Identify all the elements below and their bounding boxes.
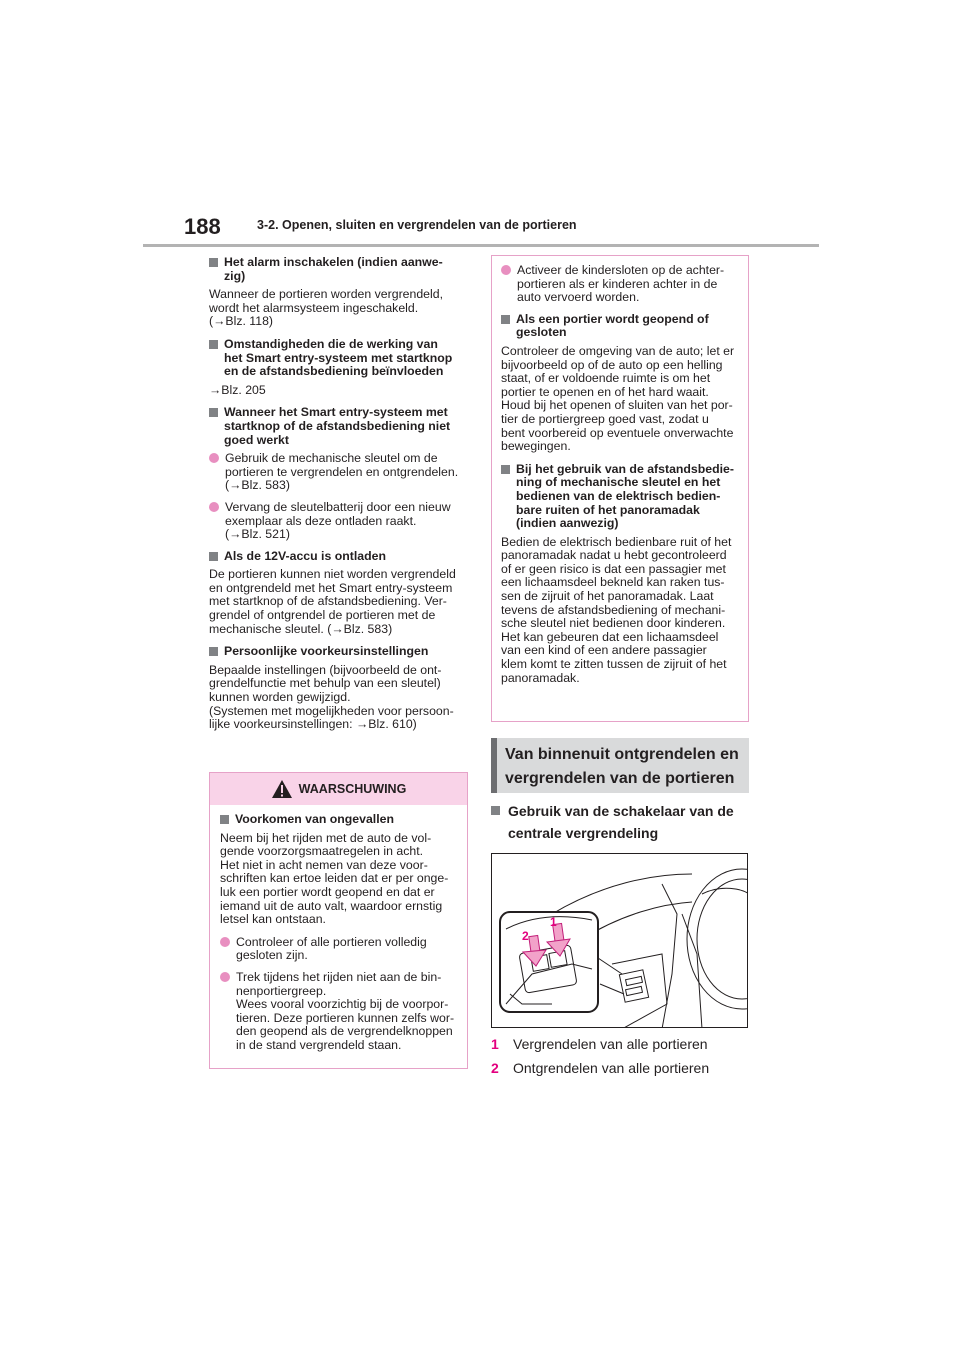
square-bullet-icon — [209, 258, 218, 267]
section-heading-line-2: vergrendelen van de portieren — [505, 770, 735, 787]
circle-bullet-icon — [209, 453, 219, 463]
step-number: 2 — [491, 1060, 499, 1076]
figure-label-2: 2 — [522, 929, 529, 943]
square-bullet-icon — [209, 647, 218, 656]
remote-text: Bedien de elektrisch bedienbare ruit of het panoramadak nadat u hebt gecontroleerd of er geen risico is dat een passagier met een lichaamsdeel bekneld kan raken tus- sen de zijruit of het panoramadak. Laat tevens de afstandsbediening of mechani- sche sleutel niet bedienen door kinderen. Het kan gebeuren dat een lichaamsdeel van een kind of een andere passagier klem komt te zitten tussen de zijruit of het panoramadak. — [501, 534, 732, 685]
section-heading-line-1: Van binnenuit ontgrendelen en — [505, 746, 739, 763]
square-bullet-icon — [501, 315, 510, 324]
alarm-text: Wanneer de portieren worden vergrendeld, wordt het alarmsysteem ingeschakeld. (→Blz. 118) — [209, 287, 444, 329]
title-accent-bar — [491, 738, 497, 793]
warning-title: WAARSCHUWING — [298, 782, 407, 796]
left-column — [209, 256, 471, 741]
step-text: Ontgrendelen van alle portieren — [513, 1060, 710, 1076]
warning-bullet-1: Controleer of alle portieren volledig gesloten zijn. — [220, 936, 457, 963]
warning-triangle-icon — [271, 779, 293, 799]
door-switch-illustration — [491, 853, 748, 1028]
square-bullet-icon — [501, 465, 510, 474]
header-rule — [143, 244, 819, 247]
alarm-heading: Het alarm inschakelen (indien aanwe- zig) — [209, 256, 471, 283]
square-bullet-icon — [209, 552, 218, 561]
warning-text: Neem bij het rijden met de auto de vol- gende voorzorgsmaatregelen in acht. Het niet in acht nemen van deze voor- schriften kan ertoe leiden dat er per onge- luk een portier wordt geopend en dat er iemand uit de auto valt, waardoor ernstig letsel kan ontstaan. — [220, 830, 449, 927]
circumstances-heading: Omstandigheden die de werking van het Smart entry-systeem met startknop en de afstandsbediening beïnvloeden — [209, 338, 471, 379]
battery-heading: Als de 12V-accu is ontladen — [209, 550, 471, 564]
circle-bullet-icon — [209, 502, 219, 512]
step-item — [491, 1057, 709, 1079]
step-number: 1 — [491, 1036, 499, 1052]
steps-list — [491, 1033, 709, 1081]
section-title: 3-2. Openen, sluiten en vergrendelen van de portieren — [257, 218, 577, 232]
circle-bullet-icon — [220, 972, 230, 982]
warning-bullet-2: Trek tijdens het rijden niet aan de bin- nenportiergreep. Wees vooral voorzichtig bij de voorpor- tieren. Deze portieren kunnen zelfs wor- den geopend als de vergrendelknoppen in de stand vergrendeld staan. — [220, 971, 457, 1053]
car-interior-drawing — [492, 854, 748, 1028]
battery-text: De portieren kunnen niet worden vergrendeld en ontgrendeld met het Smart entry-systeem met startknop of de afstandsbediening. Ver- grendel of ontgrendel de portieren met de mechanische sleutel. (→Blz. 583) — [209, 567, 456, 636]
figure-label-1: 1 — [550, 915, 557, 929]
child-lock-bullet: Activeer de kindersloten op de achter- portieren als er kinderen achter in de auto vervoerd worden. — [501, 264, 740, 305]
section-heading — [491, 738, 749, 793]
warning-box — [209, 772, 468, 1069]
square-bullet-icon — [209, 340, 218, 349]
warning-heading: Voorkomen van ongevallen — [220, 813, 457, 827]
remote-heading: Bij het gebruik van de afstandsbedie- ning of mechanische sleutel en het bedienen van de elektrisch bedien- bare ruiten of het panoramadak (indien aanwezig) — [501, 463, 740, 531]
door-heading: Als een portier wordt geopend of gesloten — [501, 313, 740, 340]
circumstances-text: →Blz. 205 — [209, 382, 266, 397]
square-bullet-icon — [209, 408, 218, 417]
central-lock-subheading: Gebruik van de schakelaar van de centrale vergrendeling — [491, 800, 753, 844]
square-bullet-icon — [491, 806, 500, 815]
warning-continuation-box — [491, 255, 749, 722]
circle-bullet-icon — [220, 937, 230, 947]
page-number: 188 — [184, 214, 221, 239]
step-item — [491, 1033, 709, 1055]
square-bullet-icon — [220, 815, 229, 824]
personal-heading: Persoonlijke voorkeursinstellingen — [209, 645, 471, 659]
door-text: Controleer de omgeving van de auto; let er bijvoorbeeld op of de auto op een helling staat, of er voldoende ruimte is om het portier te openen en of het hard waait. Houd bij het openen of sluiten van het por- tier de portiergreep goed vast, zodat u bent voorbereid op eventuele onverwachte bewegingen. — [501, 343, 735, 454]
malfunction-bullet-1: Gebruik de mechanische sleutel om de portieren te vergrendelen en ontgrendelen. (→Blz. 583) — [209, 452, 471, 493]
malfunction-heading: Wanneer het Smart entry-systeem met startknop of de afstandsbediening niet goed werkt — [209, 406, 471, 447]
warning-header — [210, 773, 467, 805]
circle-bullet-icon — [501, 265, 511, 275]
malfunction-bullet-2: Vervang de sleutelbatterij door een nieuw exemplaar als deze ontladen raakt. (→Blz. 521) — [209, 501, 471, 542]
personal-text: Bepaalde instellingen (bijvoorbeeld de ont- grendelfunctie met behulp van een sleutel) kunnen worden gewijzigd. (Systemen met mogelijkheden voor persoon- lijke voorkeursinstellingen: →Blz. 610) — [209, 662, 454, 732]
step-text: Vergrendelen van alle portieren — [513, 1036, 708, 1052]
